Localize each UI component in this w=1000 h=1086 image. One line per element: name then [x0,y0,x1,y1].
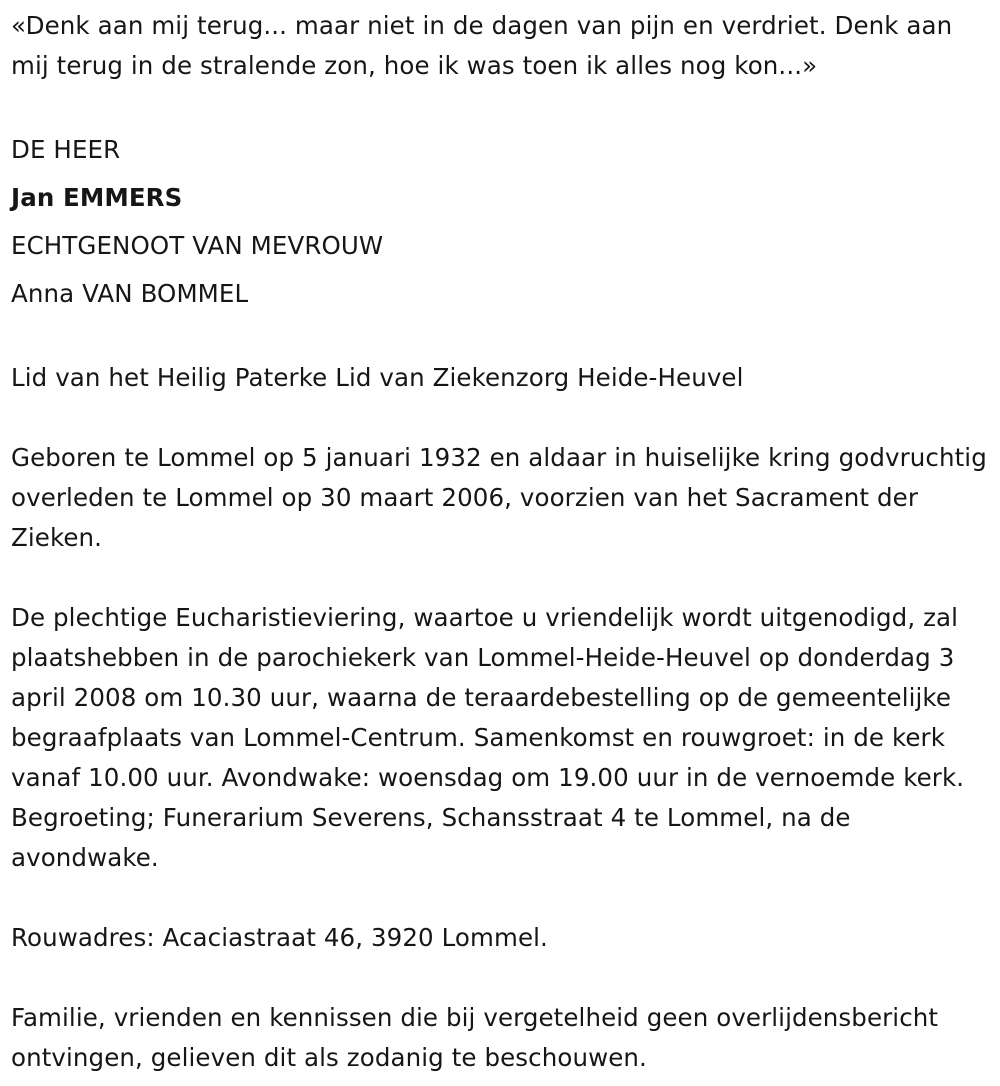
obituary-notice [11,6,995,1078]
spacer [11,878,995,918]
spacer [11,398,995,438]
spacer [11,86,995,126]
name-block [11,126,995,318]
ceremony-text: De plechtige Eucharistieviering, waartoe u vriendelijk wordt uitgenodigd, zal plaatshebben in de parochiekerk van Lommel-Heide-Heuvel op donderdag 3 april 2008 om 10.30 uur, waarna de teraardebestelling op de gemeentelijke begraafplaats van Lommel-Centrum. Samenkomst en rouwgroet: in de kerk vanaf 10.00 uur. Avondwake: woensdag om 19.00 uur in de vernoemde kerk. Begroeting; Funerarium Severens, Schansstraat 4 te Lommel, na de avondwake. [11,603,965,872]
spouse-name: Anna VAN BOMMEL [11,279,249,308]
quote-text: «Denk aan mij terug... maar niet in de dagen van pijn en verdriet. Denk aan mij terug in de stralende zon, hoe ik was toen ik alles nog kon...» [11,11,953,80]
birth-death-text: Geboren te Lommel op 5 januari 1932 en aldaar in huiselijke kring godvruchtig overleden te Lommel op 30 maart 2006, voorzien van het Sacrament der Zieken. [11,443,987,552]
honorific: DE HEER [11,135,121,164]
relation-label: ECHTGENOOT VAN MEVROUW [11,231,384,260]
memberships-text: Lid van het Heilig Paterke Lid van Ziekenzorg Heide-Heuvel [11,363,744,392]
address-text: Rouwadres: Acaciastraat 46, 3920 Lommel. [11,923,548,952]
spacer [11,958,995,998]
spacer [11,558,995,598]
deceased-name: Jan EMMERS [11,183,183,212]
closing-text: Familie, vrienden en kennissen die bij vergetelheid geen overlijdensbericht ontvingen, gelieven dit als zodanig te beschouwen. [11,1003,939,1072]
spacer [11,318,995,358]
